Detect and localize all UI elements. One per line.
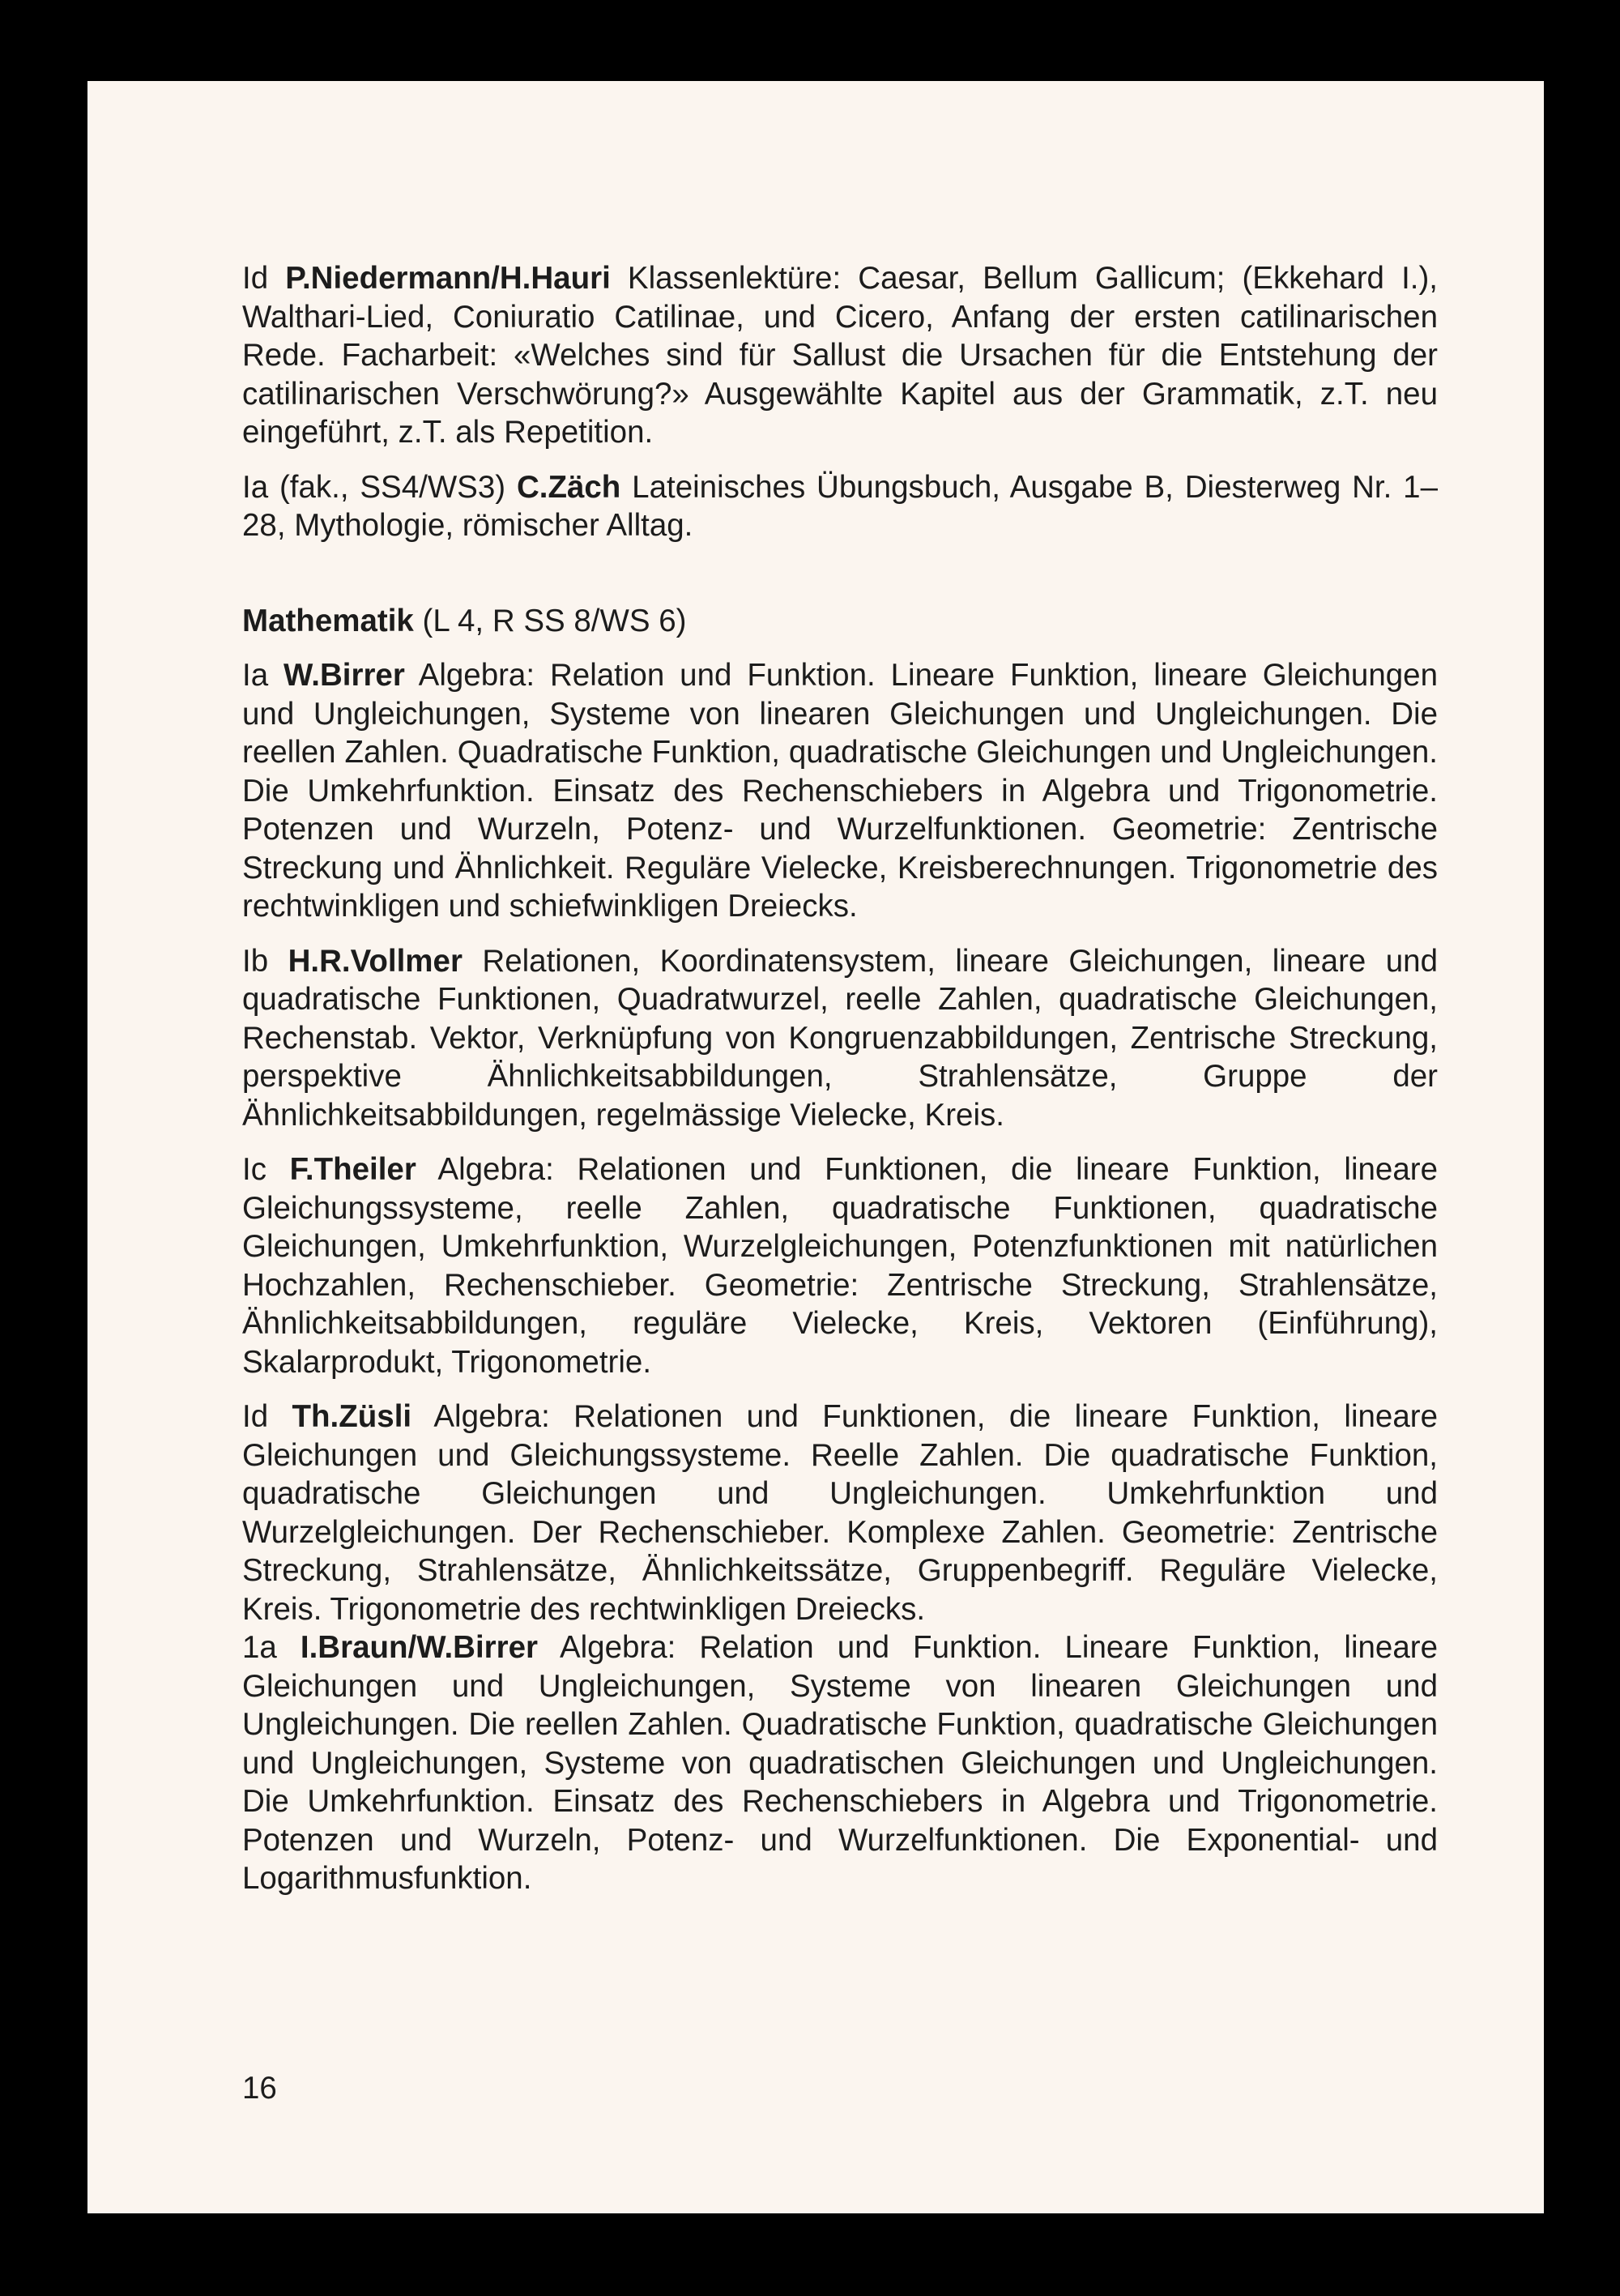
course-description: Algebra: Relation und Funktion. Lineare Funktion, lineare Gleichungen und Ungleichungen, Systeme von linearen Gleichungen und Ungleichungen. Die reellen Zahlen. Quadratische Funktion, quadratische Gleichungen und Ungleichungen. Die Umkehrfunktion. Einsatz des Rechenschiebers in Algebra und Trigonometrie. Potenzen und Wurzeln, Potenz- und Wurzelfunktionen. Geometrie: Zentrische Streckung und Ähnlichkeit. Reguläre Vielecke, Kreisberechnungen. Trigonometrie des rechtwinkligen und schiefwinkligen Dreiecks. bbox=[242, 658, 1438, 924]
class-code: Ia bbox=[242, 658, 269, 693]
class-code: Id bbox=[242, 261, 269, 296]
subject-title: Mathematik bbox=[242, 603, 414, 638]
teacher-name: P.Niedermann/H.Hauri bbox=[285, 261, 611, 296]
course-description: Algebra: Relationen und Funktionen, die lineare Funktion, lineare Gleichungssysteme, reelle Zahlen, quadratische Funktionen, quadratische Gleichungen, Umkehrfunktion, Wurzelgleichungen, Potenzfunktionen mit natürlichen Hochzahlen, Rechenschieber. Geometrie: Zentrische Streckung, Strahlensätze, Ähnlichkeitsabbildungen, reguläre Vielecke, Kreis, Vektoren (Einführung), Skalarprodukt, Trigonometrie. bbox=[242, 1152, 1438, 1380]
class-code: Id bbox=[242, 1399, 269, 1434]
class-code: Ib bbox=[242, 943, 269, 979]
course-entry bbox=[242, 468, 1438, 545]
page-content bbox=[242, 259, 1438, 1898]
course-entry bbox=[242, 1628, 1438, 1898]
course-description: Klassenlektüre: Caesar, Bellum Gallicum; (Ekkehard I.), Walthari-Lied, Coniuratio Catilinae, und Cicero, Anfang der ersten catilinarischen Rede. Facharbeit: «Welches sind für Sallust die Ursachen für die Entstehung der catilinarischen Verschwörung?» Ausgewählte Kapitel aus der Grammatik, z.T. neu eingeführt, z.T. als Repetition. bbox=[242, 261, 1438, 450]
course-description: Relationen, Koordinatensystem, lineare Gleichungen, lineare und quadratische Funktionen, Quadratwurzel, reelle Zahlen, quadratische Gleichungen, Rechenstab. Vektor, Verknüpfung von Kongruenzabbildungen, Zentrische Streckung, perspektive Ähnlichkeitsabbildungen, Strahlensätze, Gruppe der Ähnlichkeitsabbildungen, regelmässige Vielecke, Kreis. bbox=[242, 943, 1438, 1133]
course-entry bbox=[242, 1398, 1438, 1628]
course-entry bbox=[242, 1150, 1438, 1381]
teacher-name: H.R.Vollmer bbox=[288, 943, 463, 979]
page-number: 16 bbox=[242, 2071, 277, 2106]
teacher-name: F.Theiler bbox=[289, 1152, 416, 1187]
teacher-name: I.Braun/W.Birrer bbox=[300, 1630, 538, 1665]
course-description: Algebra: Relationen und Funktionen, die lineare Funktion, lineare Gleichungen und Gleichungssysteme. Reelle Zahlen. Die quadratische Funktion, quadratische Gleichungen und Ungleichungen. Umkehrfunktion und Wurzelgleichungen. Der Rechenschieber. Komplexe Zahlen. Geometrie: Zentrische Streckung, Strahlensätze, Ähnlichkeitssätze, Gruppenbegriff. Reguläre Vielecke, Kreis. Trigonometrie des rechtwinkligen Dreiecks. bbox=[242, 1399, 1438, 1627]
teacher-name: W.Birrer bbox=[284, 658, 405, 693]
teacher-name: Th.Züsli bbox=[292, 1399, 412, 1434]
section-heading bbox=[242, 602, 1438, 641]
document-page bbox=[87, 81, 1544, 2213]
subject-note: (L 4, R SS 8/WS 6) bbox=[422, 603, 687, 638]
course-entry bbox=[242, 942, 1438, 1135]
class-code: Ia (fak., SS4/WS3) bbox=[242, 469, 506, 505]
course-description: Lateinisches Übungsbuch, Ausgabe B, Diesterweg Nr. 1–28, Mythologie, römischer Alltag. bbox=[242, 469, 1438, 543]
course-entry bbox=[242, 656, 1438, 926]
course-entry bbox=[242, 259, 1438, 452]
course-description: Algebra: Relation und Funktion. Lineare Funktion, lineare Gleichungen und Ungleichungen, Systeme von linearen Gleichungen und Ungleichungen. Die reellen Zahlen. Quadratische Funktion, quadratische Gleichungen und Ungleichungen, Systeme von quadratischen Gleichungen und Ungleichungen. Die Umkehrfunktion. Einsatz des Rechenschiebers in Algebra und Trigonometrie. Potenzen und Wurzeln, Potenz- und Wurzelfunktionen. Die Exponential- und Logarithmusfunktion. bbox=[242, 1630, 1438, 1896]
teacher-name: C.Zäch bbox=[516, 469, 621, 505]
class-code: 1a bbox=[242, 1630, 277, 1665]
class-code: Ic bbox=[242, 1152, 266, 1187]
